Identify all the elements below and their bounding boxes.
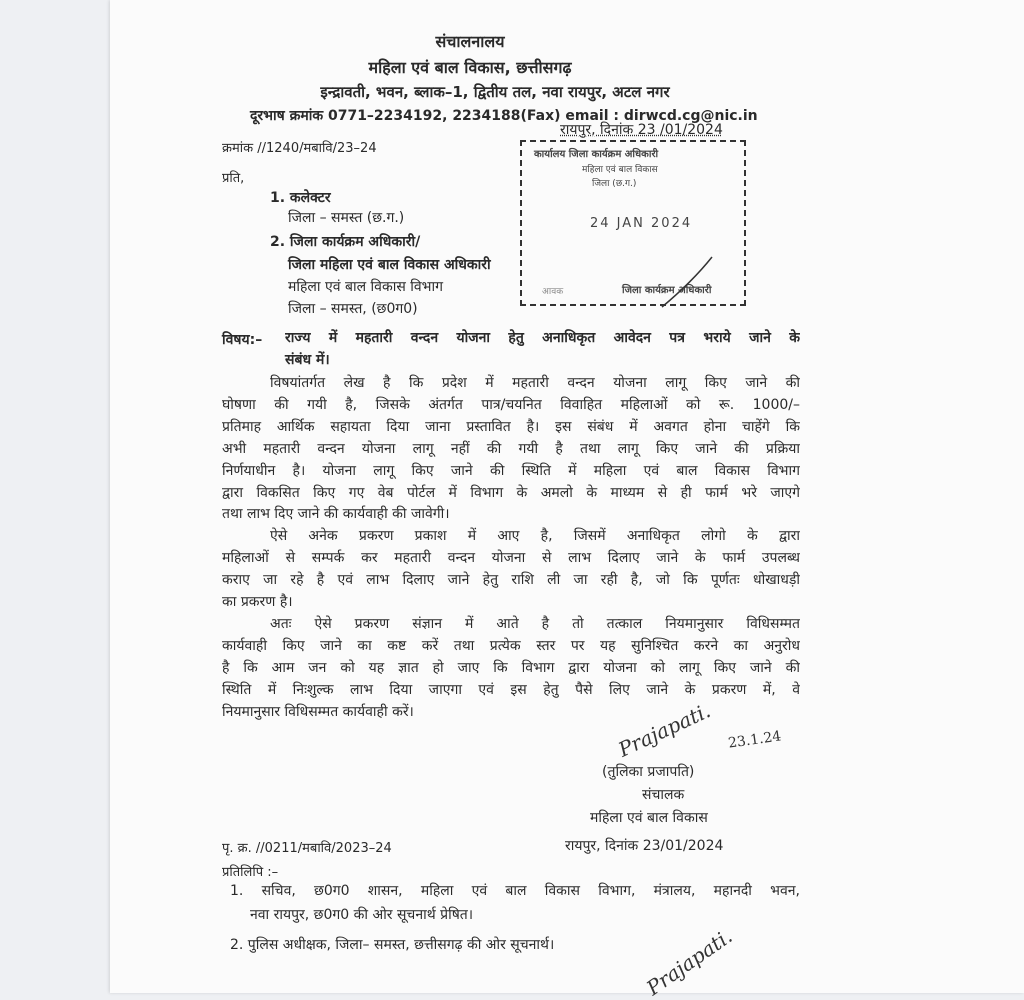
contact-info: दूरभाष क्रमांक 0771–2234192, 2234188(Fax) email : dirwcd.cg@nic.in xyxy=(250,108,758,124)
issue-date: रायपुर, दिनांक 23 /01/2024 xyxy=(560,122,723,138)
body-paragraph-1-line: निर्णयाधीन है। योजना लागू किए जाने की स्थिति में महिला एवं बाल विकास विभाग xyxy=(222,462,800,479)
office-title: संचालनालय xyxy=(435,32,505,51)
signatory-designation: संचालक xyxy=(642,787,685,803)
stamp-office: कार्यालय जिला कार्यक्रम अधिकारी xyxy=(534,149,659,160)
addressee-1-district: जिला – समस्त (छ.ग.) xyxy=(288,210,405,226)
stamp-district: जिला (छ.ग.) xyxy=(592,179,637,189)
addressee-2-line3: महिला एवं बाल विकास विभाग xyxy=(288,279,444,295)
body-paragraph-3-line: कार्यवाही किए जाने का कष्ट करें तथा प्रत्येक स्तर पर यह सुनिश्चित करने का अनुरोध xyxy=(222,637,800,654)
subject-line-1: राज्य में महतारी वन्दन योजना हेतु अनाधिकृत आवेदन पत्र भराये जाने के xyxy=(285,330,800,346)
stamp-date: 24 JAN 2024 xyxy=(590,216,693,231)
body-paragraph-3-line: नियमानुसार विधिसम्मत कार्यवाही करें। xyxy=(222,703,414,720)
body-paragraph-1-line: तथा लाभ दिए जाने की कार्यवाही की जावेगी। xyxy=(222,506,450,523)
body-paragraph-1-line: अभी महतारी वन्दन योजना लागू नहीं की गयी है तथा लागू किए जाने की प्रक्रिया xyxy=(222,440,800,457)
addressee-2-line4: जिला – समस्त, (छ0ग0) xyxy=(288,301,418,317)
department-title: महिला एवं बाल विकास, छत्तीसगढ़ xyxy=(368,58,572,77)
addressee-2: 2. जिला कार्यक्रम अधिकारी/ xyxy=(270,234,421,250)
stamp-footer-left: आवक xyxy=(542,287,564,297)
stamp-initial-mark xyxy=(632,252,722,312)
office-address: इन्द्रावती, भवन, ब्लाक–1, द्वितीय तल, नवा रायपुर, अटल नगर xyxy=(320,83,670,101)
addressee-1: 1. कलेक्टर xyxy=(270,190,331,206)
body-paragraph-2-line: कराए जा रहे है एवं लाभ दिलाए जाने हेतु राशि ली जा रही है, जो कि पूर्णतः धोखाधड़ी xyxy=(222,572,800,589)
signatory-department: महिला एवं बाल विकास xyxy=(590,810,708,826)
signature-date: 23.1.24 xyxy=(727,728,783,752)
body-paragraph-1-line: घोषणा की गयी है, जिसके अंतर्गत पात्र/चयनित विवाहित महिलाओं को रू. 1000/– xyxy=(222,396,800,413)
body-paragraph-1-line: प्रतिमाह आर्थिक सहायता दिया जाना प्रस्तावित है। इस संबंध में अवगत होना चाहेंगे कि xyxy=(222,418,800,435)
copy-item-1: 1. सचिव, छ0ग0 शासन, महिला एवं बाल विकास विभाग, मंत्रालय, महानदी भवन, xyxy=(230,883,800,899)
body-paragraph-1-line: द्वारा विकसित किए गए वेब पोर्टल में विभाग के अमलो के माध्यम से ही फार्म भरे जाएगे xyxy=(222,484,800,501)
director-signature: Prajapati. xyxy=(614,698,715,762)
signature-date-line: रायपुर, दिनांक 23/01/2024 xyxy=(565,838,724,854)
signatory-name: (तुलिका प्रजापति) xyxy=(602,764,695,780)
received-stamp xyxy=(520,140,746,306)
addressee-2-line2: जिला महिला एवं बाल विकास अधिकारी xyxy=(288,257,491,273)
to-label: प्रति, xyxy=(222,171,245,186)
body-paragraph-3-line: अतः ऐसे प्रकरण संज्ञान में आते है तो तत्काल नियमानुसार विधिसम्मत xyxy=(270,615,800,632)
body-paragraph-3-line: स्थिति में निःशुल्क लाभ दिया जाएगा एवं इस हेतु पैसे लिए जाने के प्रकरण में, वे xyxy=(222,681,800,698)
subject-line-2: संबंध में। xyxy=(285,352,330,368)
endorsement-ref-number: पृ. क्र. //0211/मबावि/2023–24 xyxy=(222,841,392,856)
copy-to-label: प्रतिलिपि :– xyxy=(222,865,279,880)
endorsement-signature: Prajapati. xyxy=(642,923,737,1000)
copy-item-2: 2. पुलिस अधीक्षक, जिला– समस्त, छत्तीसगढ़ की ओर सूचनार्थ। xyxy=(230,937,555,953)
body-paragraph-1-line: विषयांतर्गत लेख है कि प्रदेश में महतारी वन्दन योजना लागू किए जाने की xyxy=(270,375,800,391)
subject-label: विषय:– xyxy=(222,332,263,348)
body-paragraph-2-line: ऐसे अनेक प्रकरण प्रकाश में आए है, जिसमें अनाधिकृत लोगो के द्वारा xyxy=(270,528,800,545)
body-paragraph-2-line: महिलाओं से सम्पर्क कर महतारी वन्दन योजना से लाभ दिलाए जाने के फार्म उपलब्ध xyxy=(222,550,800,567)
stamp-footer-right: जिला कार्यक्रम अधिकारी xyxy=(622,285,712,296)
body-paragraph-2-line: का प्रकरण है। xyxy=(222,594,293,610)
reference-number: क्रमांक //1240/मबावि/23–24 xyxy=(222,141,377,156)
body-paragraph-3-line: है कि आम जन को यह ज्ञात हो जाए कि विभाग द्वारा योजना को लागू किए जाने की xyxy=(222,659,800,676)
stamp-dept: महिला एवं बाल विकास xyxy=(582,165,658,175)
copy-item-1-line2: नवा रायपुर, छ0ग0 की ओर सूचनार्थ प्रेषित। xyxy=(250,907,474,923)
